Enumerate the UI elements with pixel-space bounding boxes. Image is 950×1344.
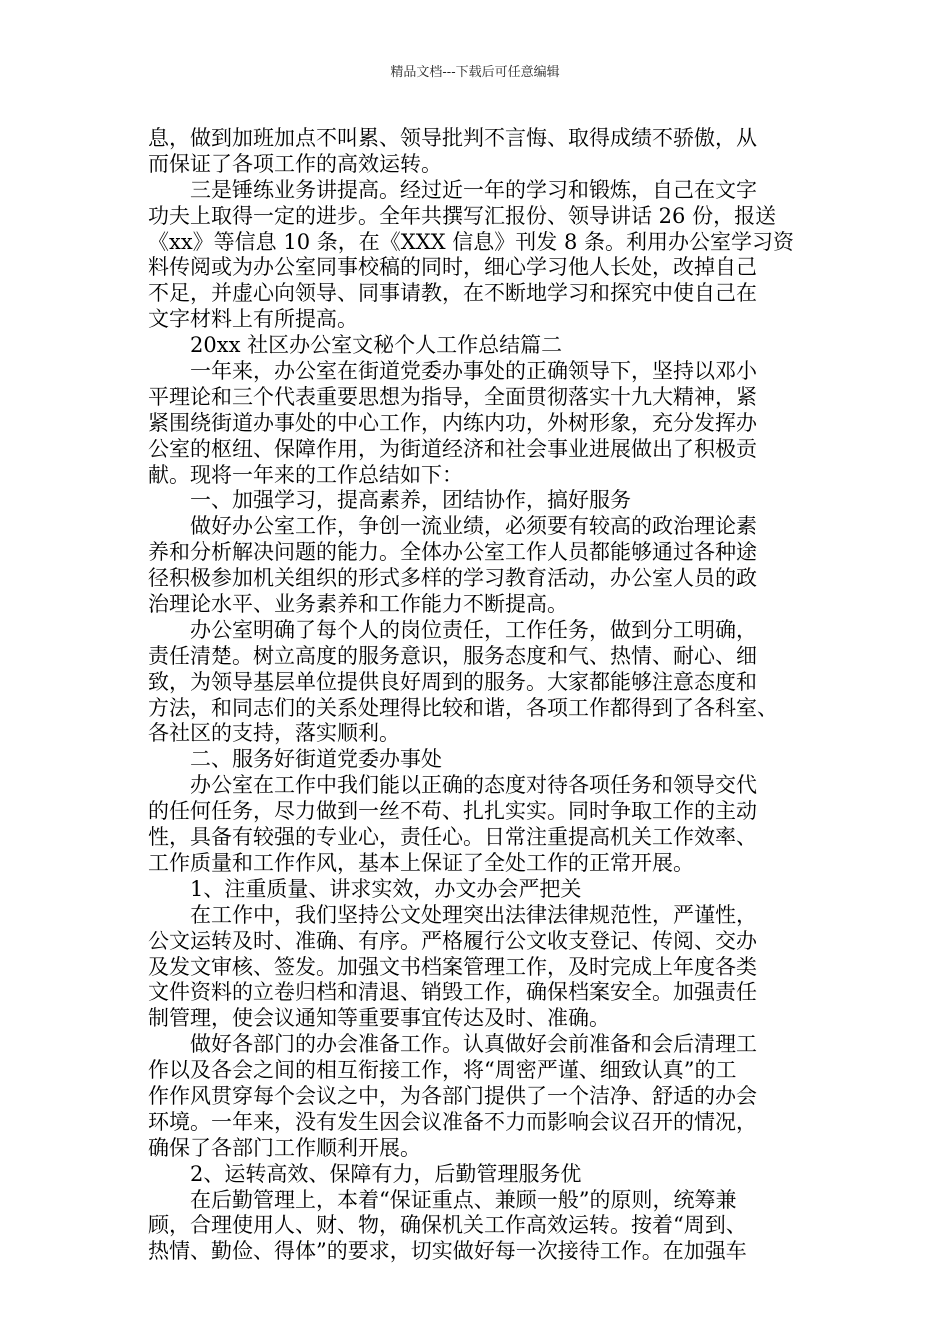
text-line: 各社区的支持，落实顺利。 <box>148 721 400 746</box>
text-line: 性，具备有较强的专业心，责任心。日常注重提高机关工作效率、 <box>148 825 757 850</box>
text-line: 文字材料上有所提高。 <box>148 307 358 332</box>
text-line: 环境。一年来，没有发生因会议准备不力而影响会议召开的情况， <box>148 1109 757 1134</box>
text-line: 二、服务好街道党委办事处 <box>148 747 442 772</box>
text-line: 的任何任务，尽力做到一丝不苟、扎扎实实。同时争取工作的主动 <box>148 799 757 824</box>
text-line: 息，做到加班加点不叫累、领导批判不言悔、取得成绩不骄傲，从 <box>148 126 757 150</box>
text-line: 在工作中，我们坚持公文处理突出法律法律规范性，严谨性， <box>148 902 757 927</box>
text-line: 办公室在工作中我们能以正确的态度对待各项任务和领导交代 <box>148 773 757 798</box>
text-line: 作以及各会之间的相互衔接工作，将“周密严谨、细致认真”的工 <box>148 1058 737 1083</box>
text-line: 热情、勤俭、得体”的要求，切实做好每一次接待工作。在加强车 <box>148 1239 747 1264</box>
text-line: 2、运转高效、保障有力，后勤管理服务优 <box>148 1161 582 1186</box>
text-line: 不足，并虚心向领导、同事请教，在不断地学习和探究中使自己在 <box>148 281 757 306</box>
text-line: 《xx》等信息 10 条，在《XXX 信息》刊发 8 条。利用办公室学习资 <box>148 229 794 254</box>
text-line: 制管理，使会议通知等重要事宜传达及时、准确。 <box>148 1006 610 1031</box>
text-line: 及发文审核、签发。加强文书档案管理工作，及时完成上年度各类 <box>148 954 757 979</box>
text-line: 一、加强学习，提高素养，团结协作，搞好服务 <box>148 488 631 513</box>
text-line: 料传阅或为办公室同事校稿的同时，细心学习他人长处，改掉自己 <box>148 255 757 280</box>
text-line: 三是锤练业务讲提高。经过近一年的学习和锻炼，自己在文字 <box>148 177 757 202</box>
text-line: 公室的枢纽、保障作用，为街道经济和社会事业进展做出了积极贡 <box>148 436 757 461</box>
text-line: 顾，合理使用人、财、物，确保机关工作高效运转。按着“周到、 <box>148 1213 747 1238</box>
text-line: 做好各部门的办会准备工作。认真做好会前准备和会后清理工 <box>148 1032 757 1057</box>
text-line: 文件资料的立卷归档和清退、销毁工作，确保档案安全。加强责任 <box>148 980 757 1005</box>
text-line: 作作风贯穿每个会议之中，为各部门提供了一个洁净、舒适的办会 <box>148 1083 757 1108</box>
text-line: 治理论水平、业务素养和工作能力不断提高。 <box>148 592 568 617</box>
page-header: 精品文档---下载后可任意编辑 <box>390 65 560 80</box>
text-line: 致，为领导基层单位提供良好周到的服务。大家都能够注意态度和 <box>148 669 757 694</box>
text-line: 径积极参加机关组织的形式多样的学习教育活动，办公室人员的政 <box>148 566 757 591</box>
text-line: 1、注重质量、讲求实效，办文办会严把关 <box>148 876 582 901</box>
text-line: 做好办公室工作，争创一流业绩，必须要有较高的政治理论素 <box>148 514 757 539</box>
document-body <box>148 126 818 1265</box>
text-line: 功夫上取得一定的进步。全年共撰写汇报份、领导讲话 26 份，报送 <box>148 203 777 228</box>
text-line: 确保了各部门工作顺利开展。 <box>148 1135 421 1160</box>
text-line: 献。现将一年来的工作总结如下： <box>148 462 463 487</box>
text-line: 在后勤管理上，本着“保证重点、兼顾一般”的原则，统筹兼 <box>148 1187 737 1212</box>
text-line: 责任清楚。树立高度的服务意识，服务态度和气、热情、耐心、细 <box>148 643 757 668</box>
text-line: 紧围绕街道办事处的中心工作，内练内功，外树形象，充分发挥办 <box>148 410 757 435</box>
text-line: 20xx 社区办公室文秘个人工作总结篇二 <box>148 333 563 358</box>
text-line: 一年来，办公室在街道党委办事处的正确领导下，坚持以邓小 <box>148 359 757 384</box>
text-line: 办公室明确了每个人的岗位责任，工作任务，做到分工明确， <box>148 617 757 642</box>
text-line: 而保证了各项工作的高效运转。 <box>148 151 442 176</box>
text-line: 养和分析解决问题的能力。全体办公室工作人员都能够通过各种途 <box>148 540 757 565</box>
text-line: 公文运转及时、准确、有序。严格履行公文收支登记、传阅、交办 <box>148 928 757 953</box>
text-line: 方法，和同志们的关系处理得比较和谐，各项工作都得到了各科室、 <box>148 695 778 720</box>
text-line: 平理论和三个代表重要思想为指导，全面贯彻落实十九大精神，紧 <box>148 384 757 409</box>
text-line: 工作质量和工作作风，基本上保证了全处工作的正常开展。 <box>148 850 694 875</box>
